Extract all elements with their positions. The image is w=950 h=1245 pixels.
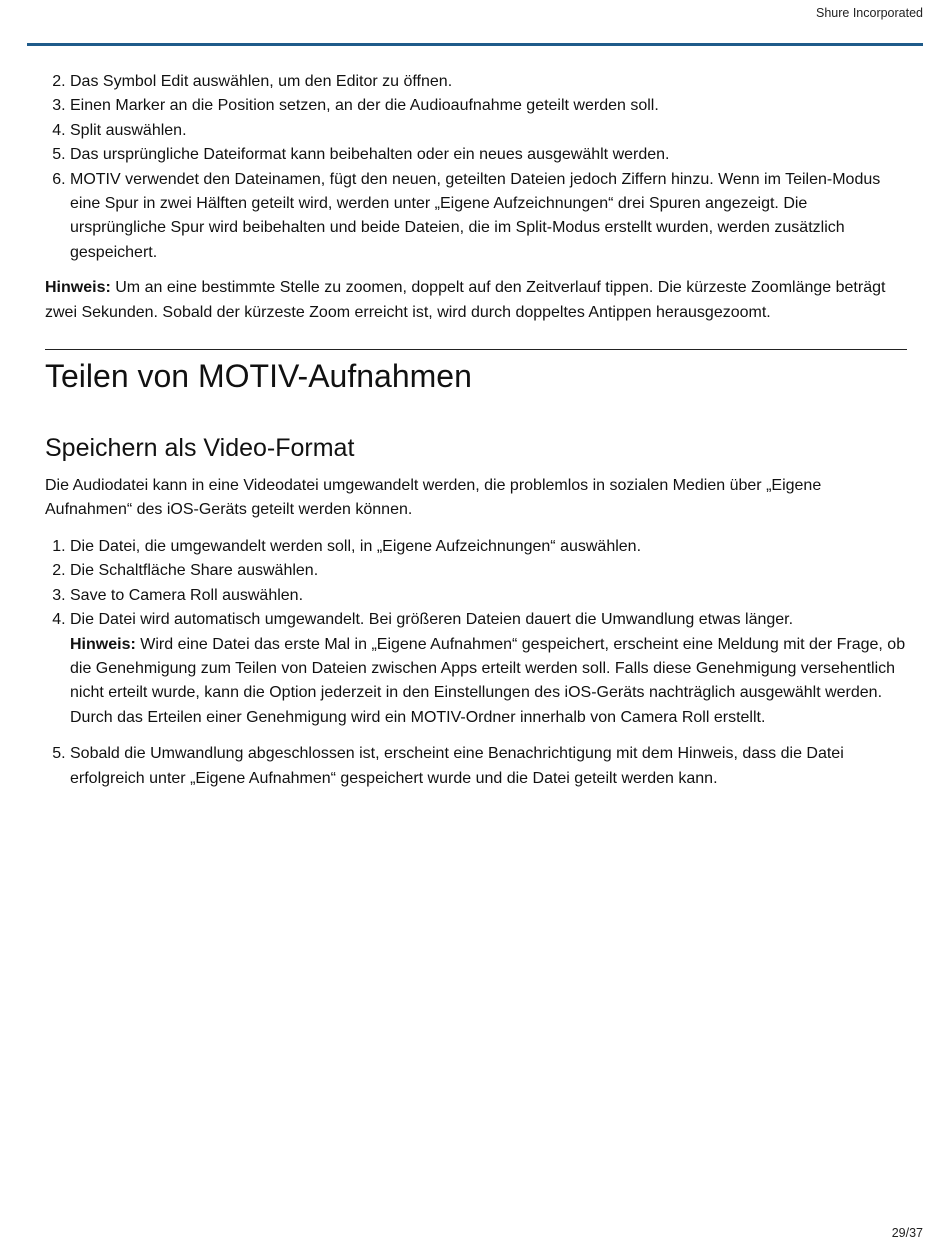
list-item [70, 608, 907, 730]
list-item-text: Die Datei wird automatisch umgewandelt. Bei größeren Dateien dauert die Umwandlung etwas länger. [70, 611, 794, 629]
section-title: Teilen von MOTIV-Aufnahmen [45, 358, 472, 395]
zoom-note [45, 276, 907, 325]
section-divider [45, 349, 907, 350]
document-body [45, 70, 907, 791]
steps-list-video [45, 535, 907, 730]
list-item: 3. Einen Marker an die Position setzen, an der die Audioaufnahme geteilt werden soll. [70, 94, 907, 118]
company-name: Shure Incorporated [815, 6, 923, 20]
list-item: 5. Das ursprüngliche Dateiformat kann beibehalten oder ein neues ausgewählt werden. [70, 143, 907, 167]
list-item: 5. Sobald die Umwandlung abgeschlossen ist, erscheint eine Benachrichtigung mit dem Hinweis, dass die Datei erfolgreich unter „Eigene Aufnahmen“ gespeichert wurde und die Datei geteilt werden kann. [70, 742, 907, 791]
list-item: 3. Save to Camera Roll auswählen. [70, 584, 907, 608]
list-item: 6. MOTIV verwendet den Dateinamen, fügt den neuen, geteilten Dateien jedoch Ziffern hinzu. Wenn im Teilen-Modus eine Spur in zwei Hälften geteilt wird, werden unter „Eigene Aufzeichnungen“ drei Spuren angezeigt. Die ursprüngliche Spur wird beibehalten und beide Dateien, die im Split-Modus erstellt wurden, werden zusätzlich gespeichert. [70, 168, 907, 266]
intro-paragraph: Die Audiodatei kann in eine Videodatei umgewandelt werden, die problemlos in sozialen Medien über „Eigene Aufnahmen“ des iOS-Geräts geteilt werden können. [45, 477, 822, 519]
steps-list-edit [45, 70, 907, 265]
subsection-title: Speichern als Video-Format [45, 434, 355, 463]
page-number: 29/37 [891, 1226, 923, 1240]
steps-list-final [45, 742, 907, 791]
list-item: 1. Die Datei, die umgewandelt werden soll, in „Eigene Aufzeichnungen“ auswählen. [70, 535, 907, 559]
list-item: 2. Das Symbol Edit auswählen, um den Editor zu öffnen. [70, 70, 907, 94]
list-item: 4. Split auswählen. [70, 119, 907, 143]
header-rule [27, 43, 923, 46]
list-item: 2. Die Schaltfläche Share auswählen. [70, 559, 907, 583]
note-label: Hinweis: [70, 635, 136, 653]
note-text: Wird eine Datei das erste Mal in „Eigene Aufnahmen“ gespeichert, erscheint eine Meldung mit der Frage, ob die Genehmigung zum Teilen von Dateien zwischen Apps erteilt werden soll. Falls diese Genehmigung versehentlich nicht erteilt wurde, kann die Option jederzeit in den Einstellungen des iOS-Geräts nachträglich ausgewählt werden. Durch das Erteilen einer Genehmigung wird ein MOTIV-Ordner innerhalb von Camera Roll erstellt. [70, 635, 906, 726]
note-text: Um an eine bestimmte Stelle zu zoomen, doppelt auf den Zeitverlauf tippen. Die kürzeste Zoomlänge beträgt zwei Sekunden. Sobald der kürzeste Zoom erreicht ist, wird durch doppeltes Antippen herausgezoomt. [45, 279, 886, 321]
note-label: Hinweis: [45, 279, 111, 297]
